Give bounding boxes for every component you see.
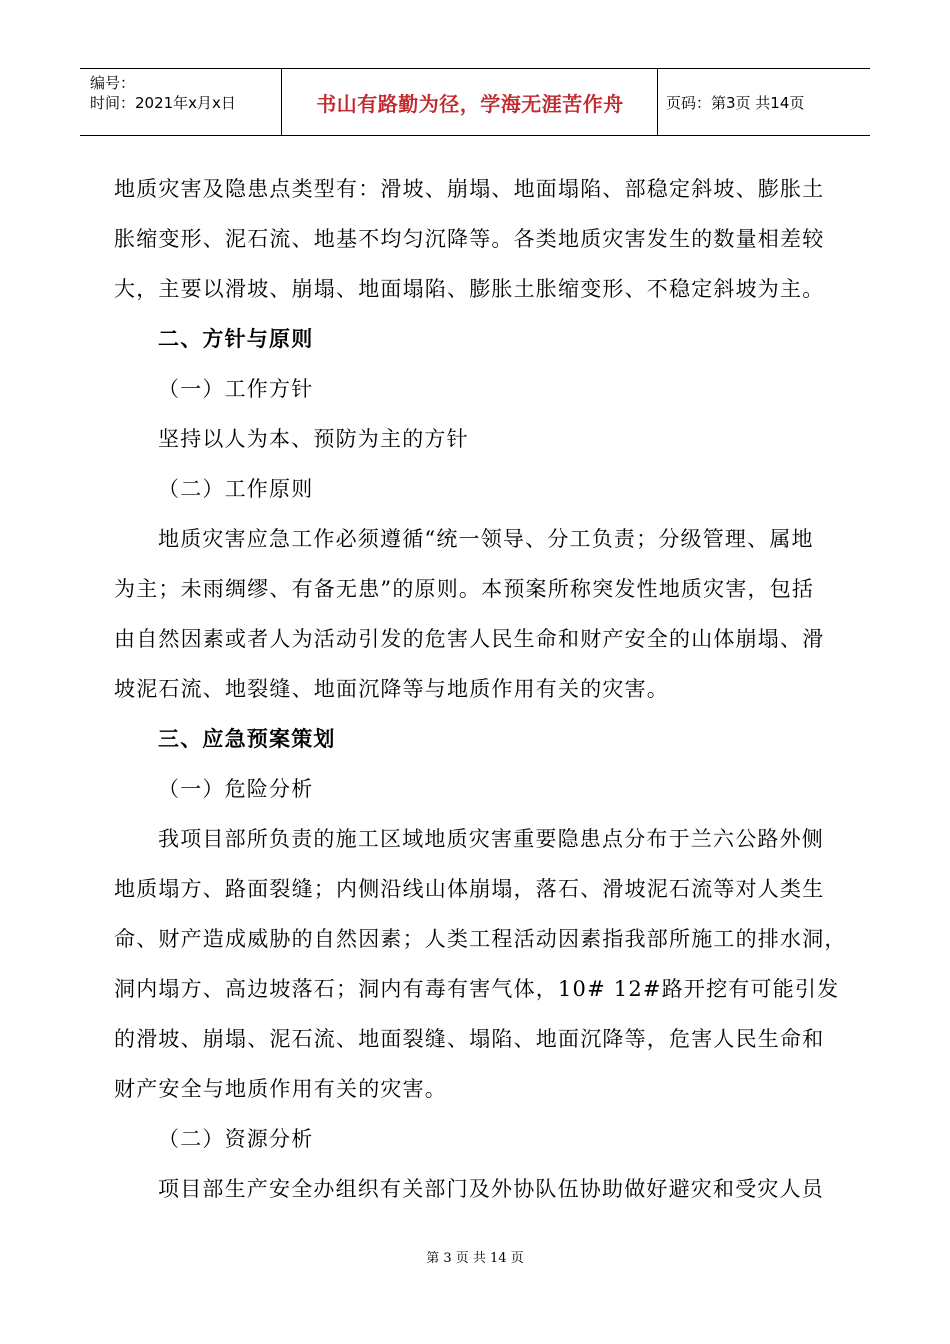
subsection-heading: （一）工作方针 — [158, 377, 314, 401]
body-line: 洞内塌方、高边坡落石；洞内有毒有害气体，10# 12#路开挖有可能引发 — [114, 977, 840, 1001]
header-page-info: 页码：第3页 共14页 — [666, 93, 805, 112]
header-motto: 书山有路勤为径，学海无涯苦作舟 — [316, 91, 624, 116]
section-heading-3: 三、应急预案策划 — [158, 727, 336, 751]
header-number-label: 编号： — [90, 74, 136, 92]
subsection-heading: （二）工作原则 — [158, 477, 314, 501]
subsection-heading: （二）资源分析 — [158, 1127, 314, 1151]
body-line: 为主；未雨绸缪、有备无患”的原则。本预案所称突发性地质灾害，包括 — [114, 577, 815, 601]
body-line: 财产安全与地质作用有关的灾害。 — [114, 1077, 447, 1101]
page-header — [80, 68, 870, 136]
body-line: 地质灾害应急工作必须遵循“统一领导、分工负责；分级管理、属地 — [158, 527, 814, 551]
body-line: 地质灾害及隐患点类型有：滑坡、崩塌、地面塌陷、部稳定斜坡、膨胀土 — [114, 177, 825, 201]
header-time-label: 时间：2021年x月x日 — [90, 94, 236, 112]
body-line: 胀缩变形、泥石流、地基不均匀沉降等。各类地质灾害发生的数量相差较 — [114, 227, 825, 251]
body-line: 命、财产造成威胁的自然因素；人类工程活动因素指我部所施工的排水洞， — [114, 927, 847, 951]
body-line: 大，主要以滑坡、崩塌、地面塌陷、膨胀土胀缩变形、不稳定斜坡为主。 — [114, 277, 825, 301]
body-line: 地质塌方、路面裂缝；内侧沿线山体崩塌，落石、滑坡泥石流等对人类生 — [114, 877, 825, 901]
body-line: 由自然因素或者人为活动引发的危害人民生命和财产安全的山体崩塌、滑 — [114, 627, 825, 651]
body-line: 坡泥石流、地裂缝、地面沉降等与地质作用有关的灾害。 — [114, 677, 669, 701]
header-meta — [90, 73, 236, 113]
document-body — [114, 164, 847, 1214]
body-line: 项目部生产安全办组织有关部门及外协队伍协助做好避灾和受灾人员 — [158, 1177, 824, 1201]
body-line: 我项目部所负责的施工区域地质灾害重要隐患点分布于兰六公路外侧 — [158, 827, 824, 851]
subsection-heading: （一）危险分析 — [158, 777, 314, 801]
section-heading-2: 二、方针与原则 — [158, 327, 314, 351]
page-footer: 第 3 页 共 14 页 — [426, 1251, 524, 1266]
body-line: 坚持以人为本、预防为主的方针 — [158, 427, 469, 451]
body-line: 的滑坡、崩塌、泥石流、地面裂缝、塌陷、地面沉降等，危害人民生命和 — [114, 1027, 825, 1051]
